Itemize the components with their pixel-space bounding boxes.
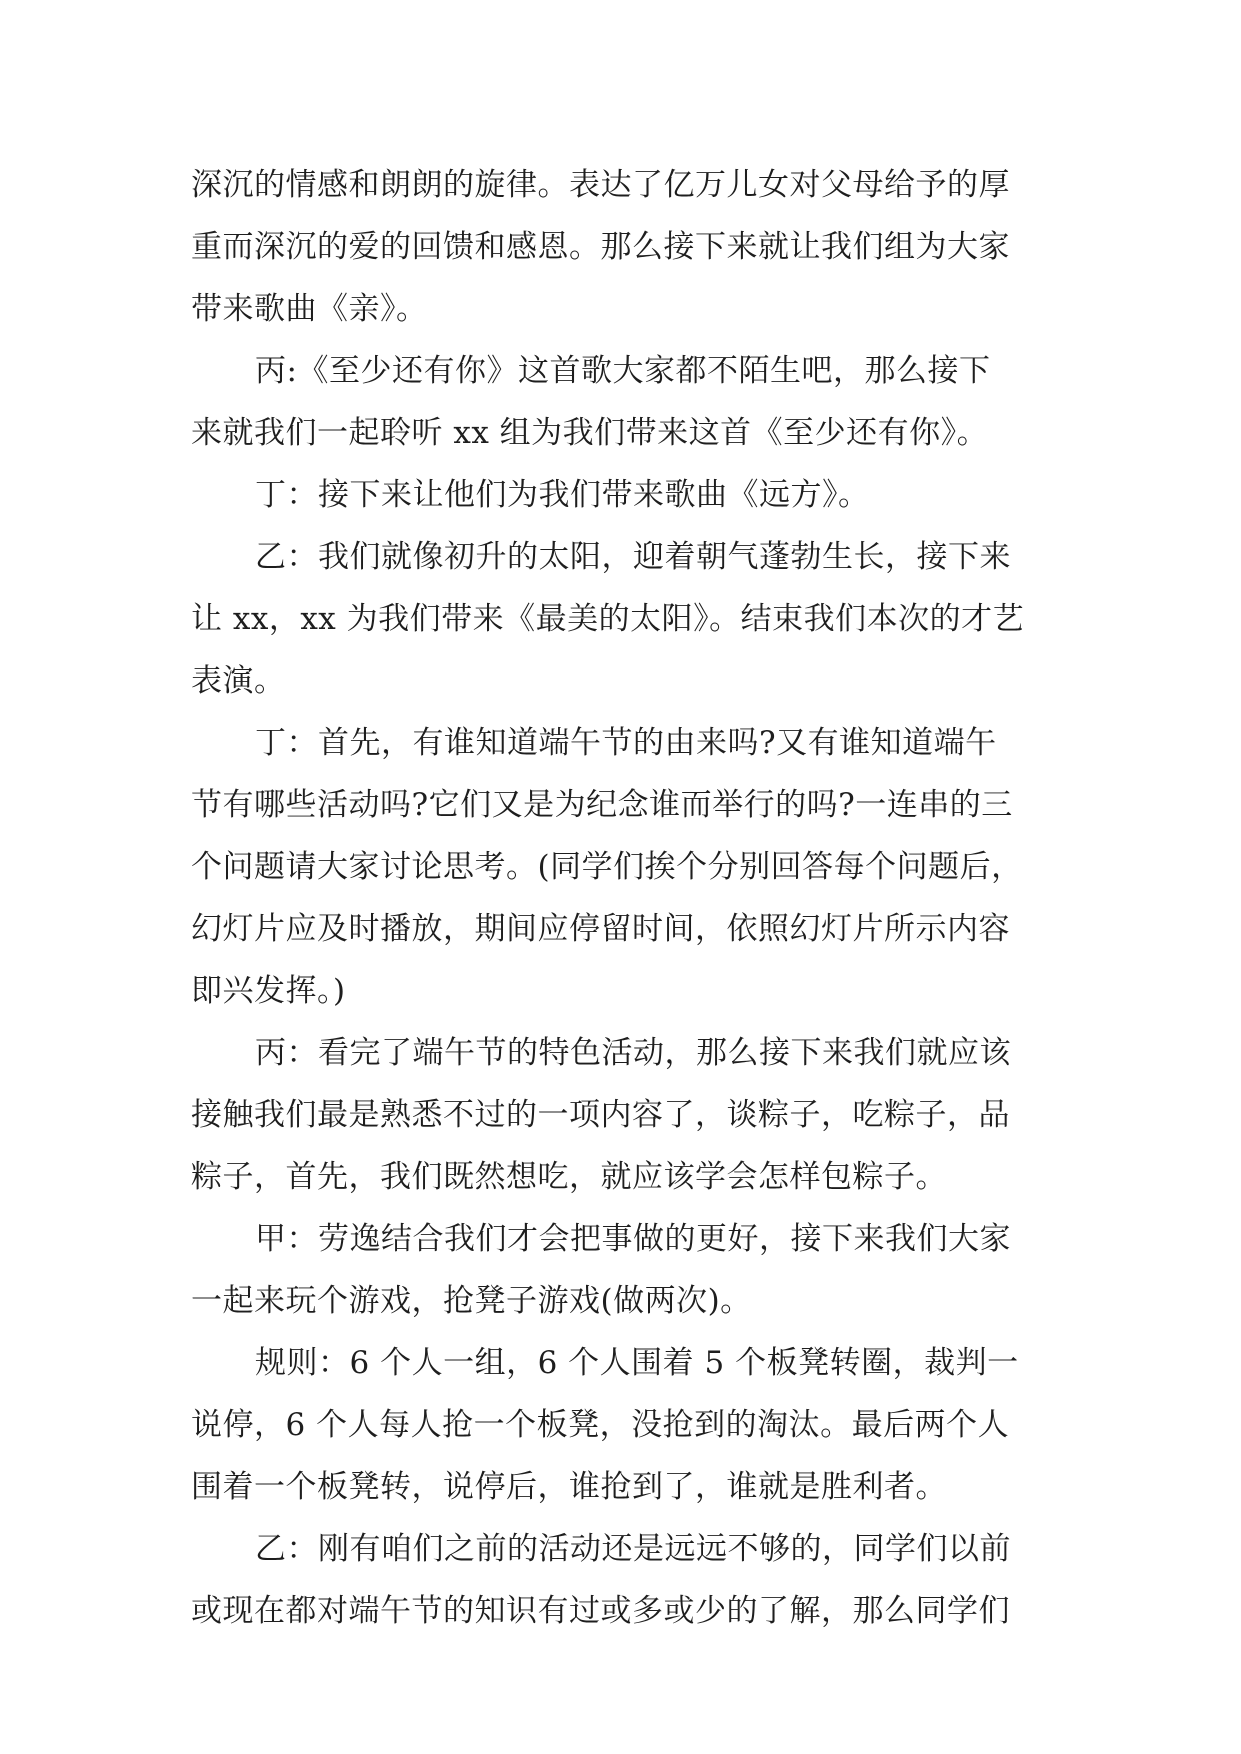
paragraph-line: 规则：6 个人一组，6 个人围着 5 个板凳转圈，裁判一: [255, 1345, 1019, 1381]
paragraph-line: 丙:《至少还有你》这首歌大家都不陌生吧，那么接下: [255, 353, 991, 389]
document-body: [191, 154, 1071, 1642]
paragraph-line: 幻灯片应及时播放，期间应停留时间，依照幻灯片所示内容: [191, 911, 1010, 947]
paragraph-line: 表演。: [191, 663, 286, 699]
paragraph-line: 围着一个板凳转，说停后，谁抢到了，谁就是胜利者。: [191, 1469, 947, 1505]
paragraph-line: 重而深沉的爱的回馈和感恩。那么接下来就让我们组为大家: [191, 229, 1010, 265]
paragraph-line: 丁：首先，有谁知道端午节的由来吗?又有谁知道端午: [255, 725, 997, 761]
paragraph-line: 或现在都对端午节的知识有过或多或少的了解，那么同学们: [191, 1593, 1010, 1629]
paragraph-line: 带来歌曲《亲》。: [191, 291, 428, 327]
paragraph-line: 个问题请大家讨论思考。(同学们挨个分别回答每个问题后，: [191, 849, 1023, 885]
paragraph-line: 让 xx，xx 为我们带来《最美的太阳》。结束我们本次的才艺: [191, 601, 1025, 637]
paragraph-line: 乙：我们就像初升的太阳，迎着朝气蓬勃生长，接下来: [255, 539, 1011, 575]
paragraph-line: 粽子，首先，我们既然想吃，就应该学会怎样包粽子。: [191, 1159, 947, 1195]
paragraph-line: 深沉的情感和朗朗的旋律。表达了亿万儿女对父母给予的厚: [191, 167, 1010, 203]
paragraph-line: 丁：接下来让他们为我们带来歌曲《远方》。: [255, 477, 870, 513]
paragraph-line: 节有哪些活动吗?它们又是为纪念谁而举行的吗?一连串的三: [191, 787, 1013, 823]
paragraph-line: 接触我们最是熟悉不过的一项内容了，谈粽子，吃粽子，品: [191, 1097, 1010, 1133]
paragraph-line: 即兴发挥。): [191, 973, 346, 1009]
paragraph-line: 一起来玩个游戏，抢凳子游戏(做两次)。: [191, 1283, 752, 1319]
paragraph-line: 甲：劳逸结合我们才会把事做的更好，接下来我们大家: [255, 1221, 1011, 1257]
paragraph-line: 说停，6 个人每人抢一个板凳，没抢到的淘汰。最后两个人: [191, 1407, 1010, 1443]
paragraph-line: 丙：看完了端午节的特色活动，那么接下来我们就应该: [255, 1035, 1011, 1071]
paragraph-line: 来就我们一起聆听 xx 组为我们带来这首《至少还有你》。: [191, 415, 989, 451]
paragraph-line: 乙：刚有咱们之前的活动还是远远不够的，同学们以前: [255, 1531, 1011, 1567]
